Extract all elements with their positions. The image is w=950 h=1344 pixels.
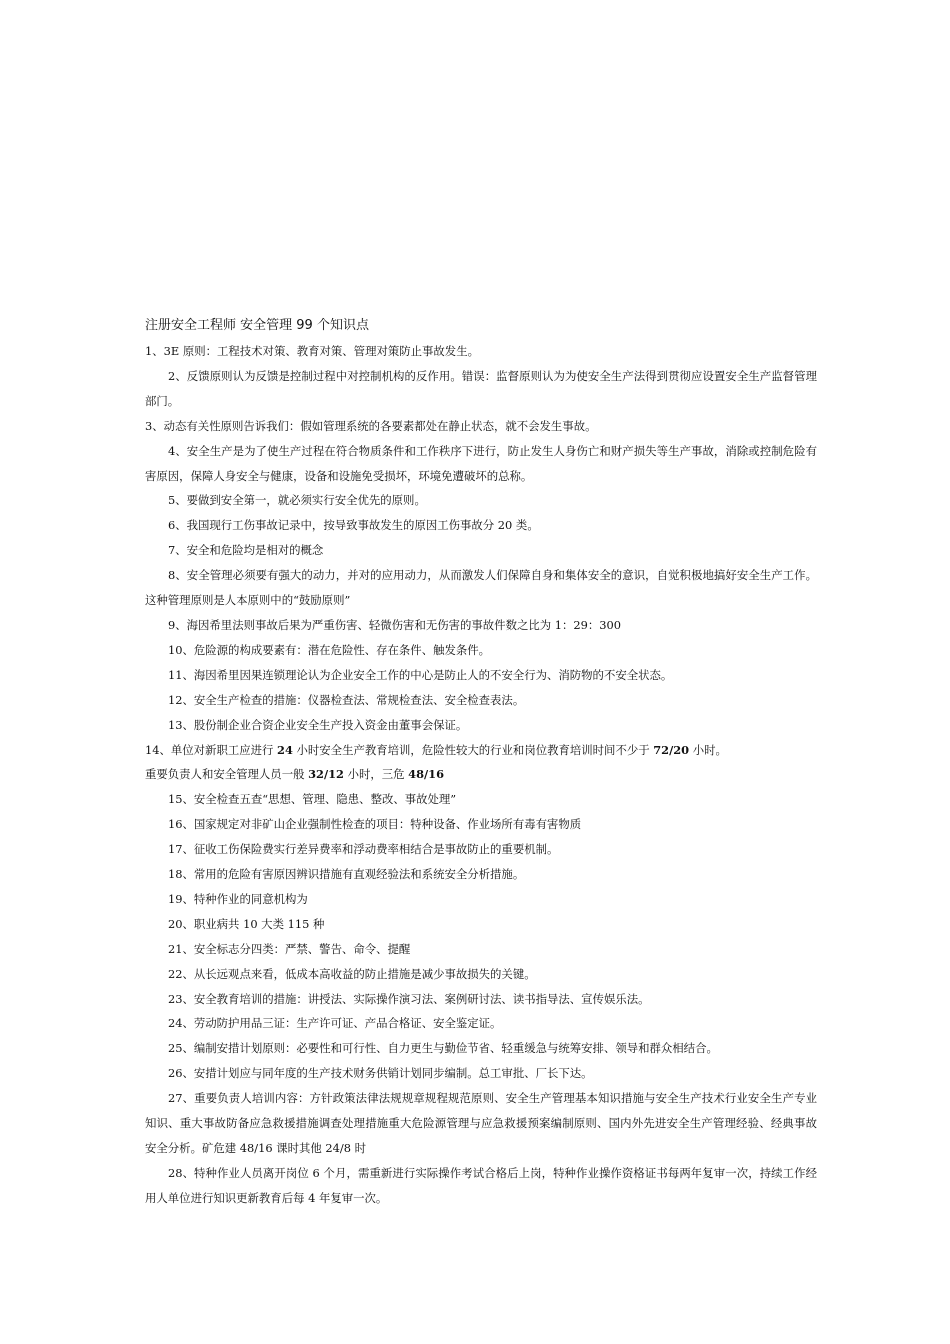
paragraph-text: 15、安全检查五查“思想、管理、隐患、整改、事故处理”	[168, 792, 457, 807]
paragraph-text: 9、海因希里法则事故后果为严重伤害、轻微伤害和无伤害的事故件数之比为 1：29：300	[168, 617, 622, 632]
paragraph	[145, 339, 817, 364]
paragraph-text: 13、股份制企业合资企业安全生产投入资金由董事会保证。	[168, 717, 468, 732]
paragraph	[145, 738, 817, 763]
paragraph-text: 8、安全管理必须要有强大的动力，并对的应用动力，从而激发人们保障自身和集体安全的意识，自觉积极地搞好安全生产工作。这种管理原则是人本原则中的“鼓励原则”	[145, 568, 817, 608]
paragraph-text: 12、安全生产检查的措施：仪器检查法、常规检查法、安全检查表法。	[168, 692, 525, 707]
paragraph	[145, 787, 817, 812]
paragraph-list	[145, 339, 817, 1211]
paragraph	[145, 613, 817, 638]
paragraph-text: 重要负责人和安全管理人员一般	[145, 767, 309, 782]
paragraph	[145, 414, 817, 439]
paragraph-text: 2、反馈原则认为反馈是控制过程中对控制机构的反作用。错误：监督原则认为为使安全生产法得到贯彻应设置安全生产监督管理部门。	[145, 368, 817, 408]
paragraph	[145, 364, 817, 414]
paragraph	[145, 713, 817, 738]
paragraph-text: 6、我国现行工伤事故记录中，按导致事故发生的原因工伤事故分 20 类。	[168, 518, 539, 533]
paragraph-text: 27、重要负责人培训内容：方针政策法律法规规章规程规范原则、安全生产管理基本知识措施与安全生产技术行业安全生产专业知识、重大事故防备应急救援措施调查处理措施重大危险源管理与应急救援预案编制原则、国内外先进安全生产管理经验、经典事故安全分析。矿危建 48/16 课时其他 24/8 时	[145, 1091, 817, 1155]
paragraph-text: 20、职业病共 10 大类 115 种	[168, 916, 325, 931]
paragraph	[145, 1011, 817, 1036]
paragraph-text: 22、从长远观点来看，低成本高收益的防止措施是减少事故损失的关键。	[168, 966, 536, 981]
paragraph	[145, 513, 817, 538]
paragraph	[145, 862, 817, 887]
paragraph	[145, 663, 817, 688]
bold-text: 24	[277, 742, 293, 757]
paragraph-text: 5、要做到安全第一，就必须实行安全优先的原则。	[168, 493, 426, 508]
document-body	[145, 316, 817, 1211]
paragraph	[145, 439, 817, 489]
paragraph-text: 19、特种作业的同意机构为	[168, 891, 308, 906]
paragraph-text: 21、安全标志分四类：严禁、警告、命令、提醒	[168, 941, 411, 956]
paragraph	[145, 962, 817, 987]
paragraph	[145, 812, 817, 837]
paragraph-text: 28、特种作业人员离开岗位 6 个月，需重新进行实际操作考试合格后上岗，特种作业操作资格证书每两年复审一次，持续工作经用人单位进行知识更新教育后每 4 年复审一次。	[145, 1165, 817, 1205]
paragraph-text: 1、3E 原则：工程技术对策、教育对策、管理对策防止事故发生。	[145, 344, 479, 358]
paragraph	[145, 762, 817, 787]
paragraph	[145, 638, 817, 663]
paragraph	[145, 1061, 817, 1086]
paragraph-text: 17、征收工伤保险费实行差异费率和浮动费率相结合是事故防止的重要机制。	[168, 842, 559, 857]
paragraph-text: 24、劳动防护用品三证：生产许可证、产品合格证、安全鉴定证。	[168, 1016, 502, 1031]
bold-text: 48/16	[408, 767, 445, 782]
paragraph-text: 4、安全生产是为了使生产过程在符合物质条件和工作秩序下进行，防止发生人身伤亡和财产损失等生产事故，消除或控制危险有害原因，保障人身安全与健康，设备和设施免受损坏，环境免遭破坏的总称。	[145, 443, 817, 483]
paragraph	[145, 987, 817, 1012]
paragraph	[145, 1086, 817, 1161]
paragraph	[145, 1161, 817, 1211]
paragraph-text: 14、单位对新职工应进行	[145, 742, 278, 757]
paragraph-text: 10、危险源的构成要素有：潜在危险性、存在条件、触发条件。	[168, 642, 491, 657]
bold-text: 32/12	[308, 767, 344, 782]
paragraph-text: 小时，三危	[343, 767, 409, 782]
paragraph-text: 3、动态有关性原则告诉我们：假如管理系统的各要素都处在静止状态，就不会发生事故。	[145, 418, 597, 433]
paragraph-text: 26、安措计划应与同年度的生产技术财务供销计划同步编制。总工审批、厂长下达。	[168, 1066, 593, 1081]
paragraph	[145, 887, 817, 912]
paragraph	[145, 563, 817, 613]
paragraph	[145, 912, 817, 937]
paragraph-text: 小时。	[689, 742, 727, 757]
paragraph-text: 25、编制安措计划原则：必要性和可行性、自力更生与勤俭节省、轻重缓急与统筹安排、领导和群众相结合。	[168, 1041, 718, 1056]
paragraph-text: 小时安全生产教育培训，危险性较大的行业和岗位教育培训时间不少于	[292, 742, 654, 757]
document-title: 注册安全工程师 安全管理 99 个知识点	[145, 318, 369, 333]
paragraph-text: 18、常用的危险有害原因辨识措施有直观经验法和系统安全分析措施。	[168, 867, 525, 882]
bold-text: 72/20	[653, 742, 690, 757]
paragraph-text: 16、国家规定对非矿山企业强制性检查的项目：特种设备、作业场所有毒有害物质	[168, 817, 582, 832]
paragraph-text: 11、海因希里因果连锁理论认为企业安全工作的中心是防止人的不安全行为、消防物的不安全状态。	[168, 667, 673, 682]
paragraph	[145, 937, 817, 962]
paragraph	[145, 837, 817, 862]
paragraph	[145, 538, 817, 563]
paragraph-text: 23、安全教育培训的措施：讲授法、实际操作演习法、案例研讨法、读书指导法、宣传娱乐法。	[168, 991, 650, 1006]
paragraph-text: 7、安全和危险均是相对的概念	[168, 543, 324, 558]
paragraph	[145, 1036, 817, 1061]
paragraph	[145, 688, 817, 713]
paragraph	[145, 488, 817, 513]
